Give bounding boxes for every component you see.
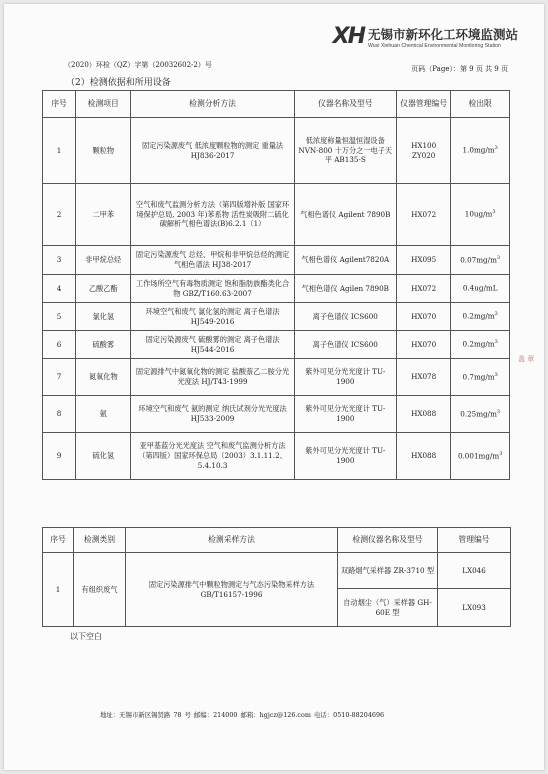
table-row bbox=[43, 553, 511, 589]
page-info: 页码（Page）：第 9 页 共 9 页 bbox=[411, 65, 508, 73]
analysis-method: 固定污染源废气 低浓度颗粒物的测定 重量法 HJ836-2017 bbox=[131, 118, 294, 184]
instrument-code: HX078 bbox=[396, 359, 450, 396]
report-page bbox=[4, 4, 544, 770]
org-name-en: Wuxi Xinhuan Chemical Environmental Monitoring Station bbox=[367, 42, 501, 49]
test-item: 二甲苯 bbox=[76, 184, 131, 246]
instrument-name: 离子色谱仪 ICS600 bbox=[294, 303, 396, 331]
instrument-code: HX072 bbox=[396, 275, 450, 303]
instrument-name: 气相色谱仪 Agilen 7890B bbox=[294, 275, 396, 303]
detection-limit bbox=[451, 184, 510, 246]
header-cell: 检测项目 bbox=[76, 91, 131, 118]
instrument-name: 低浓度称量恒温恒湿设备 NVN-800 十万分之一电子天平 AB135-S bbox=[294, 118, 396, 184]
header-cell: 检测采样方法 bbox=[126, 528, 338, 553]
test-item: 氮氧化物 bbox=[76, 359, 131, 396]
document-number: （2020）环检（QZ）字第（20032602-2）号 bbox=[64, 61, 212, 69]
instrument-code: HX100 ZY020 bbox=[396, 118, 450, 184]
table-row bbox=[43, 331, 510, 359]
test-item: 硫酸雾 bbox=[76, 331, 131, 359]
instrument-name: 气相色谱仪 Agilent 7890B bbox=[294, 184, 396, 246]
analysis-method: 环境空气和废气 氯化氢的测定 离子色谱法 HJ549-2016 bbox=[131, 303, 294, 331]
detection-limit bbox=[451, 359, 510, 396]
limit-unit-exponent: 3 bbox=[496, 408, 501, 415]
instrument-code: HX095 bbox=[396, 246, 450, 275]
header-cell: 序号 bbox=[43, 528, 74, 553]
table-row bbox=[43, 396, 510, 433]
sampling-table bbox=[42, 527, 511, 627]
analysis-method: 固定污染源废气 硫酸雾的测定 离子色谱法 HJ544-2016 bbox=[131, 331, 294, 359]
sampler-name: 双路烟气采样器 ZR-3710 型 bbox=[338, 553, 438, 589]
limit-unit-exponent: 3 bbox=[494, 311, 498, 318]
limit-value: 0.2mg/m bbox=[462, 311, 495, 321]
table-row bbox=[43, 184, 510, 246]
org-logo bbox=[333, 24, 518, 49]
org-name-cn: 无锡市新环化工环境监测站 bbox=[367, 26, 518, 42]
table-row bbox=[43, 303, 510, 331]
header-cell: 检出限 bbox=[451, 91, 510, 118]
equipment-table bbox=[42, 90, 510, 480]
instrument-code: HX072 bbox=[396, 184, 450, 246]
limit-value: 10ug/m bbox=[464, 209, 493, 219]
sampling-category: 有组织废气 bbox=[74, 553, 126, 627]
detection-limit bbox=[451, 275, 510, 303]
test-item: 非甲烷总烃 bbox=[76, 246, 131, 275]
detection-limit bbox=[451, 433, 510, 480]
stamp-mark: 盖 章 bbox=[518, 355, 535, 363]
limit-unit-exponent: 3 bbox=[494, 339, 498, 346]
section-title: （2）检测依据和所用设备 bbox=[66, 78, 171, 88]
row-number: 3 bbox=[43, 246, 76, 275]
page-footer: 地址：无锡市新区锡贤路 78 号 邮编：214000 邮箱：hgjcz@126.com 电话：0510-88204696 bbox=[100, 711, 385, 719]
header-cell: 检测仪器名称及型号 bbox=[338, 528, 438, 553]
table-header-row bbox=[43, 528, 511, 553]
detection-limit bbox=[451, 303, 510, 331]
test-item: 氯化氢 bbox=[76, 303, 131, 331]
sampling-method: 固定污染源排气中颗粒物测定与气态污染物采样方法 GB/T16157-1996 bbox=[126, 553, 338, 627]
analysis-method: 空气和废气监测分析方法（第四版增补版 国家环境保护总局, 2003 年)苯系物 活性炭吸附二硫化碳解析气相色谱法(B)6.2.1（1） bbox=[131, 184, 294, 246]
analysis-method: 亚甲基蓝分光光度法 空气和废气监测分析方法（第四版）国家环保总局（2003）3.1.11.2、5.4.10.3 bbox=[131, 433, 294, 480]
limit-unit-exponent: 3 bbox=[494, 145, 498, 152]
table-row bbox=[43, 275, 510, 303]
instrument-name: 紫外可见分光光度计 TU-1900 bbox=[294, 359, 396, 396]
limit-unit-exponent: 3 bbox=[494, 371, 498, 378]
sampler-code: LX046 bbox=[438, 553, 511, 589]
analysis-method: 工作场所空气有毒物质测定 饱和脂肪族酯类化合物 GBZ/T160.63-2007 bbox=[131, 275, 294, 303]
header-cell: 检测类别 bbox=[74, 528, 126, 553]
test-item: 硫化氢 bbox=[76, 433, 131, 480]
header-cell: 序号 bbox=[43, 91, 76, 118]
instrument-name: 气相色谱仪 Agilent7820A bbox=[294, 246, 396, 275]
table-header-row bbox=[43, 91, 510, 118]
test-item: 氨 bbox=[76, 396, 131, 433]
row-number: 8 bbox=[43, 396, 76, 433]
detection-limit bbox=[451, 396, 510, 433]
instrument-code: HX088 bbox=[396, 433, 450, 480]
logo-mark: XH bbox=[332, 24, 364, 49]
table-row bbox=[43, 433, 510, 480]
limit-value: 0.7mg/m bbox=[462, 372, 495, 382]
limit-value: 0.07mg/m bbox=[460, 255, 497, 265]
table-row bbox=[43, 359, 510, 396]
sampler-code: LX093 bbox=[438, 589, 511, 627]
row-number: 4 bbox=[43, 275, 76, 303]
row-number: 9 bbox=[43, 433, 76, 480]
test-item: 颗粒物 bbox=[76, 118, 131, 184]
row-number: 2 bbox=[43, 184, 76, 246]
analysis-method: 环境空气和废气 氨的测定 纳氏试剂分光光度法 HJ533-2009 bbox=[131, 396, 294, 433]
detection-limit bbox=[451, 246, 510, 275]
detection-limit bbox=[451, 118, 510, 184]
sampler-name: 自动烟尘（气）采样器 GH-60E 型 bbox=[338, 589, 438, 627]
instrument-code: HX070 bbox=[396, 303, 450, 331]
limit-unit-exponent: 3 bbox=[492, 209, 496, 216]
row-number: 1 bbox=[43, 118, 76, 184]
table-row bbox=[43, 246, 510, 275]
limit-unit-exponent: 3 bbox=[496, 254, 501, 261]
instrument-name: 紫外可见分光光度计 TU-1900 bbox=[294, 433, 396, 480]
row-number: 5 bbox=[43, 303, 76, 331]
limit-value: 0.25mg/m bbox=[460, 409, 497, 419]
limit-value: 0.4ug/mL bbox=[462, 283, 498, 293]
row-number: 1 bbox=[43, 553, 74, 627]
blank-below-note: 以下空白 bbox=[70, 632, 102, 641]
analysis-method: 固定源排气中氮氧化物的测定 盐酸萘乙二胺分光光度法 HJ/T43-1999 bbox=[131, 359, 294, 396]
instrument-name: 离子色谱仪 ICS600 bbox=[294, 331, 396, 359]
header-cell: 仪器名称及型号 bbox=[294, 91, 396, 118]
header-cell: 检测分析方法 bbox=[131, 91, 294, 118]
table-row bbox=[43, 118, 510, 184]
limit-value: 0.2mg/m bbox=[462, 339, 495, 349]
limit-value: 1.0mg/m bbox=[462, 145, 495, 155]
limit-unit-exponent: 3 bbox=[499, 450, 503, 457]
instrument-name: 紫外可见分光光度计 TU-1900 bbox=[294, 396, 396, 433]
instrument-code: HX088 bbox=[396, 396, 450, 433]
row-number: 7 bbox=[43, 359, 76, 396]
row-number: 6 bbox=[43, 331, 76, 359]
test-item: 乙酸乙酯 bbox=[76, 275, 131, 303]
header-cell: 仪器管理编号 bbox=[396, 91, 450, 118]
instrument-code: HX070 bbox=[396, 331, 450, 359]
limit-value: 0.001mg/m bbox=[457, 451, 500, 461]
detection-limit bbox=[451, 331, 510, 359]
analysis-method: 固定污染源废气 总烃、甲烷和非甲烷总烃的测定 气相色谱法 HJ38-2017 bbox=[131, 246, 294, 275]
header-cell: 管理编号 bbox=[438, 528, 511, 553]
